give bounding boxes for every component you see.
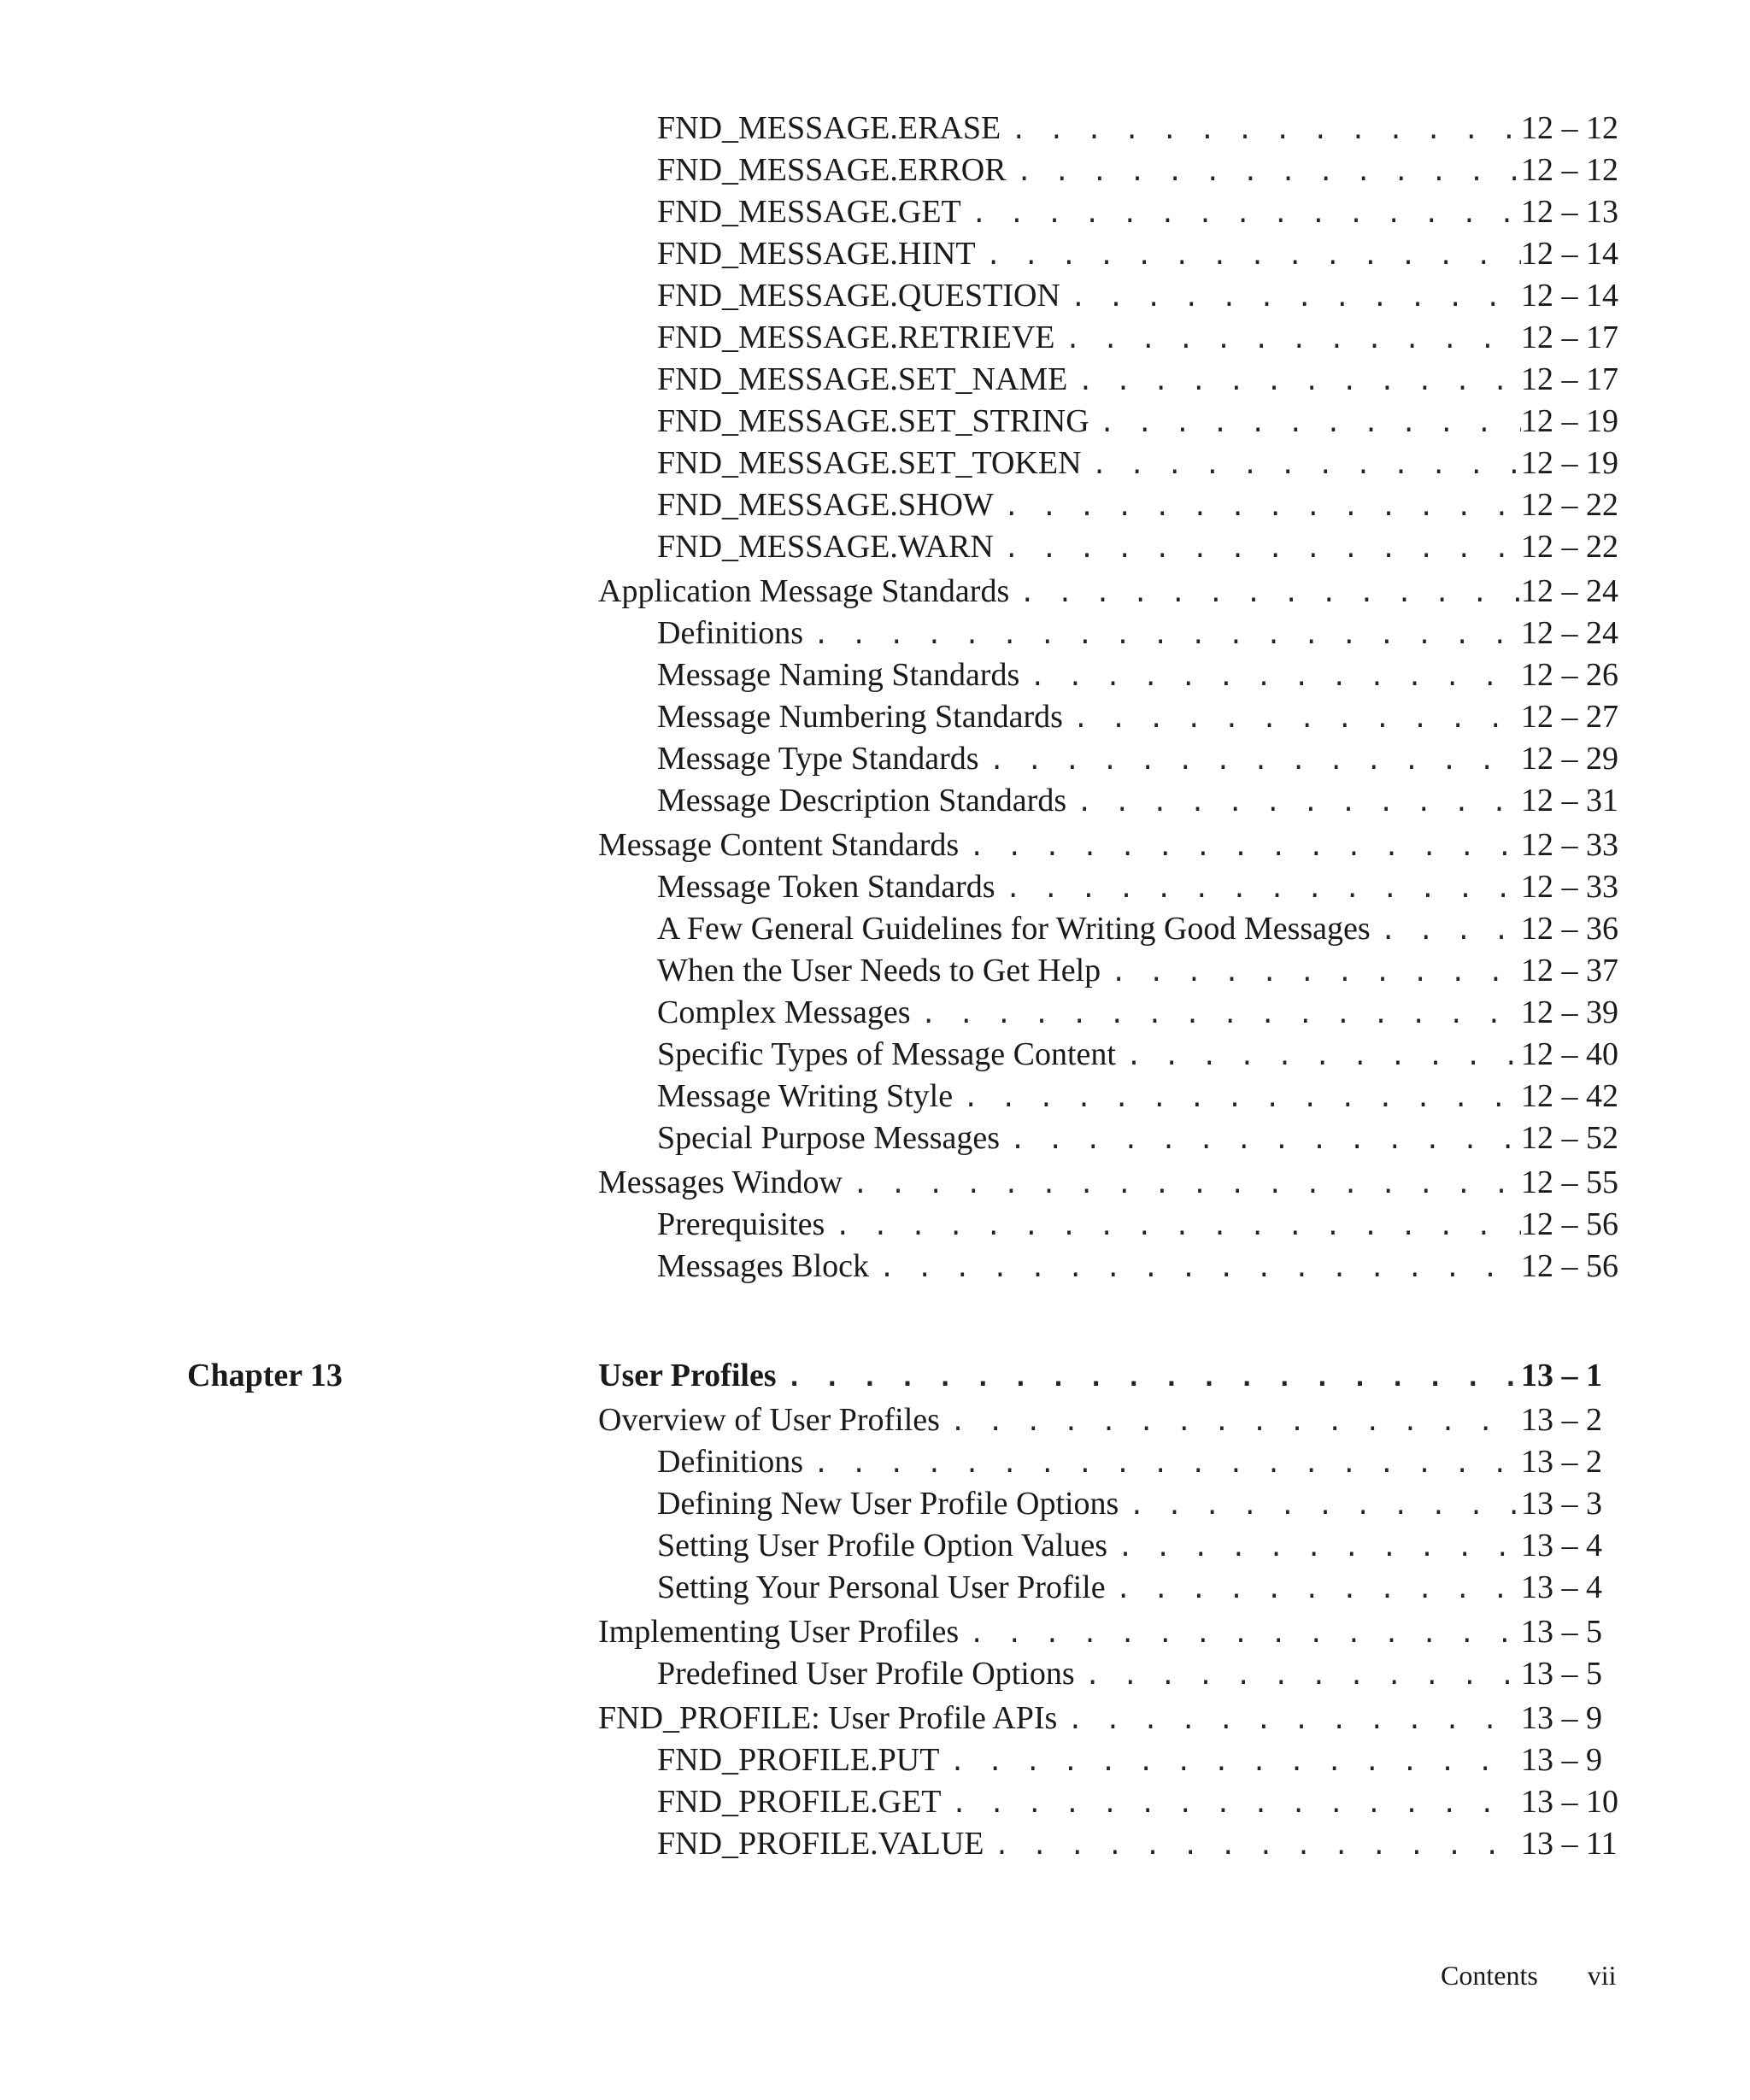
toc-entry[interactable] (598, 1698, 1622, 1739)
toc-entry-page: 12 – 12 (1521, 152, 1618, 188)
toc-entry[interactable] (598, 1653, 1622, 1695)
toc-entry-page: 12 – 56 (1521, 1248, 1618, 1284)
toc-dot-leader (939, 1741, 1521, 1783)
toc-entry-page: 12 – 22 (1521, 529, 1618, 565)
toc-entry-page: 13 – 9 (1521, 1742, 1602, 1778)
toc-dot-leader (1371, 910, 1521, 952)
toc-entry-title: FND_PROFILE: User Profile APIs (598, 1700, 1058, 1736)
toc-entry-title: FND_MESSAGE.WARN (657, 529, 994, 565)
toc-entry[interactable] (598, 526, 1622, 568)
toc-entry-page: 12 – 17 (1521, 320, 1618, 355)
toc-entry-page: 12 – 37 (1521, 953, 1618, 988)
toc-entry-page: 12 – 14 (1521, 278, 1618, 314)
toc-entry-title: Setting User Profile Option Values (657, 1528, 1108, 1563)
toc-entry[interactable] (598, 443, 1622, 484)
toc-dot-leader (1082, 444, 1521, 486)
toc-entry-page: 12 – 27 (1521, 699, 1618, 735)
toc-entry-page: 13 – 5 (1521, 1614, 1602, 1650)
toc-entry[interactable] (598, 1525, 1622, 1567)
toc-entry-title: Messages Window (598, 1164, 843, 1200)
toc-entry-page: 12 – 17 (1521, 361, 1618, 397)
toc-entry[interactable] (598, 150, 1622, 191)
toc-entry-title: Complex Messages (657, 994, 911, 1030)
toc-dot-leader (1009, 572, 1521, 614)
toc-dot-leader (961, 193, 1521, 235)
toc-dot-leader (994, 528, 1521, 570)
toc-entry[interactable] (598, 1781, 1622, 1823)
toc-dot-leader (1066, 782, 1521, 824)
toc-entry-title: FND_MESSAGE.SET_STRING (657, 403, 1089, 439)
toc-dot-leader (1000, 1119, 1521, 1161)
toc-entry-title: FND_MESSAGE.QUESTION (657, 278, 1060, 314)
toc-dot-leader (911, 994, 1521, 1035)
toc-entry-page: 12 – 12 (1521, 110, 1618, 146)
toc-entry-page: 13 – 10 (1521, 1784, 1618, 1820)
toc-entry[interactable] (598, 1611, 1622, 1653)
toc-dot-leader (953, 1077, 1521, 1119)
toc-entry-title: FND_PROFILE.GET (657, 1784, 942, 1820)
toc-entry-page: 13 – 11 (1521, 1826, 1618, 1862)
footer-section-label: Contents (1441, 1960, 1538, 1991)
toc-entry-page: 13 – 9 (1521, 1700, 1602, 1736)
toc-entry[interactable] (598, 275, 1622, 317)
toc-entry-title: FND_PROFILE.PUT (657, 1742, 940, 1778)
toc-entry[interactable] (598, 1567, 1622, 1609)
toc-dot-leader (984, 1825, 1521, 1867)
toc-dot-leader (976, 235, 1521, 277)
toc-dot-leader (1057, 1699, 1521, 1741)
toc-entry-title: FND_MESSAGE.SET_TOKEN (657, 445, 1082, 481)
toc-entry[interactable] (598, 1355, 1622, 1397)
toc-dot-leader (1116, 1035, 1521, 1077)
toc-dot-leader (1107, 1527, 1521, 1569)
toc-entry-page: 12 – 52 (1521, 1120, 1618, 1156)
toc-entry-page: 12 – 42 (1521, 1078, 1618, 1114)
toc-entry[interactable] (598, 1204, 1622, 1246)
toc-dot-leader (1101, 952, 1521, 994)
toc-entry-title: FND_MESSAGE.RETRIEVE (657, 320, 1055, 355)
toc-entry-title: Application Message Standards (598, 573, 1010, 609)
toc-entry-page: 12 – 33 (1521, 869, 1618, 905)
toc-dot-leader (1075, 1655, 1521, 1697)
toc-entry-title: FND_MESSAGE.GET (657, 194, 961, 230)
toc-entry[interactable] (598, 571, 1622, 613)
toc-entry-title: Defining New User Profile Options (657, 1486, 1119, 1522)
toc-dot-leader (979, 740, 1521, 782)
toc-entry-page: 13 – 5 (1521, 1656, 1602, 1692)
toc-entry-page: 12 – 39 (1521, 994, 1618, 1030)
toc-entry[interactable] (598, 317, 1622, 359)
toc-entry[interactable] (598, 484, 1622, 526)
toc-dot-leader (959, 826, 1521, 868)
toc-dot-leader (1019, 656, 1521, 698)
toc-entry-title: FND_MESSAGE.SET_NAME (657, 361, 1068, 397)
toc-entry-title: Definitions (657, 615, 803, 651)
toc-entry[interactable] (598, 1246, 1622, 1288)
toc-entry[interactable] (598, 824, 1622, 866)
toc-entry-page: 12 – 26 (1521, 657, 1618, 693)
toc-entry-page: 13 – 2 (1521, 1402, 1602, 1438)
toc-entry-title: Definitions (657, 1444, 803, 1480)
toc-dot-leader (940, 1401, 1521, 1443)
toc-dot-leader (825, 1205, 1521, 1247)
toc-entry-page: 12 – 14 (1521, 236, 1618, 272)
toc-entry-title: Prerequisites (657, 1206, 825, 1242)
footer-page-number: vii (1587, 1960, 1617, 1991)
toc-entry-title: FND_MESSAGE.ERROR (657, 152, 1007, 188)
toc-entry-title: Predefined User Profile Options (657, 1656, 1075, 1692)
toc-entry-page: 12 – 19 (1521, 403, 1618, 439)
toc-entry[interactable] (598, 1441, 1622, 1483)
toc-entry[interactable] (598, 1076, 1622, 1117)
toc-entry-title: A Few General Guidelines for Writing Good Messages (657, 911, 1371, 947)
toc-entry-title: When the User Needs to Get Help (657, 953, 1101, 988)
toc-entry[interactable] (598, 738, 1622, 780)
toc-dot-leader (1067, 361, 1521, 402)
toc-entry[interactable] (598, 108, 1622, 150)
toc-dot-leader (803, 614, 1521, 656)
toc-entry[interactable] (598, 992, 1622, 1034)
toc-entry-title: Message Description Standards (657, 783, 1067, 818)
toc-entry[interactable] (598, 950, 1622, 992)
toc-entry-page: 12 – 24 (1521, 615, 1618, 651)
toc-entry-title: Special Purpose Messages (657, 1120, 1001, 1156)
toc-entry[interactable] (598, 866, 1622, 908)
toc-dot-leader (959, 1613, 1521, 1655)
toc-entry[interactable] (598, 780, 1622, 822)
toc-entry-page: 12 – 13 (1521, 194, 1618, 230)
toc-entry-page: 12 – 36 (1521, 911, 1618, 947)
chapter-13-label: Chapter 13 (187, 1358, 343, 1393)
page-footer (1441, 1958, 1617, 1992)
toc-entry[interactable] (598, 613, 1622, 654)
toc-entry-page: 12 – 33 (1521, 827, 1618, 863)
toc-entry[interactable] (598, 401, 1622, 443)
toc-entry[interactable] (598, 1823, 1622, 1865)
toc-entry[interactable] (598, 1399, 1622, 1441)
toc-entry[interactable] (598, 654, 1622, 696)
toc-entry-title: Message Writing Style (657, 1078, 954, 1114)
toc-dot-leader (803, 1443, 1521, 1485)
toc-entry-page: 12 – 31 (1521, 783, 1618, 818)
toc-entry-page: 12 – 22 (1521, 487, 1618, 523)
toc-entry[interactable] (598, 1034, 1622, 1076)
toc-entry-title: Message Numbering Standards (657, 699, 1063, 735)
toc-dot-leader (1060, 277, 1521, 319)
toc-entry[interactable] (598, 359, 1622, 401)
toc-entry-title: Overview of User Profiles (598, 1402, 940, 1438)
toc-entry-title: Messages Block (657, 1248, 870, 1284)
toc-entry-page: 12 – 29 (1521, 741, 1618, 777)
toc-entry-page: 12 – 40 (1521, 1036, 1618, 1072)
toc-entry-title: FND_PROFILE.VALUE (657, 1826, 984, 1862)
toc-entry-page: 13 – 1 (1521, 1358, 1602, 1393)
toc-entry-title: Message Naming Standards (657, 657, 1020, 693)
toc-block-chapter-12 (598, 108, 1622, 1288)
toc-dot-leader (777, 1357, 1521, 1399)
toc-dot-leader (994, 486, 1521, 528)
toc-entry-title: Message Type Standards (657, 741, 979, 777)
toc-entry[interactable] (598, 1483, 1622, 1525)
toc-entry-title: FND_MESSAGE.HINT (657, 236, 976, 272)
toc-dot-leader (1106, 1569, 1521, 1610)
toc-entry-page: 13 – 3 (1521, 1486, 1602, 1522)
toc-dot-leader (995, 868, 1521, 910)
toc-dot-leader (942, 1783, 1521, 1825)
toc-entry[interactable] (598, 908, 1622, 950)
toc-entry-title: FND_MESSAGE.ERASE (657, 110, 1001, 146)
toc-dot-leader (869, 1247, 1521, 1289)
toc-dot-leader (1007, 151, 1521, 193)
toc-entry-page: 12 – 55 (1521, 1164, 1618, 1200)
toc-dot-leader (1001, 109, 1521, 151)
toc-entry[interactable] (598, 1739, 1622, 1781)
toc-entry-title: Setting Your Personal User Profile (657, 1569, 1106, 1605)
toc-dot-leader (1089, 402, 1521, 444)
toc-entry-title: Specific Types of Message Content (657, 1036, 1116, 1072)
toc-dot-leader (1063, 698, 1521, 740)
toc-entry-title: Message Content Standards (598, 827, 960, 863)
toc-entry-title: Message Token Standards (657, 869, 995, 905)
toc-entry-page: 12 – 56 (1521, 1206, 1618, 1242)
toc-entry[interactable] (598, 696, 1622, 738)
toc-entry-title: FND_MESSAGE.SHOW (657, 487, 994, 523)
toc-entry[interactable] (598, 1117, 1622, 1159)
toc-block-chapter-13 (598, 1355, 1622, 1865)
toc-dot-leader (1119, 1485, 1521, 1527)
toc-dot-leader (1055, 319, 1521, 361)
toc-entry-page: 13 – 4 (1521, 1569, 1602, 1605)
toc-entry-page: 12 – 19 (1521, 445, 1618, 481)
toc-entry-page: 12 – 24 (1521, 573, 1618, 609)
toc-entry-page: 13 – 4 (1521, 1528, 1602, 1563)
toc-entry-title: Implementing User Profiles (598, 1614, 960, 1650)
toc-entry-title: User Profiles (598, 1358, 777, 1393)
toc-entry-page: 13 – 2 (1521, 1444, 1602, 1480)
toc-entry[interactable] (598, 233, 1622, 275)
toc-entry[interactable] (598, 191, 1622, 233)
toc-entry[interactable] (598, 1162, 1622, 1204)
toc-dot-leader (843, 1164, 1521, 1205)
